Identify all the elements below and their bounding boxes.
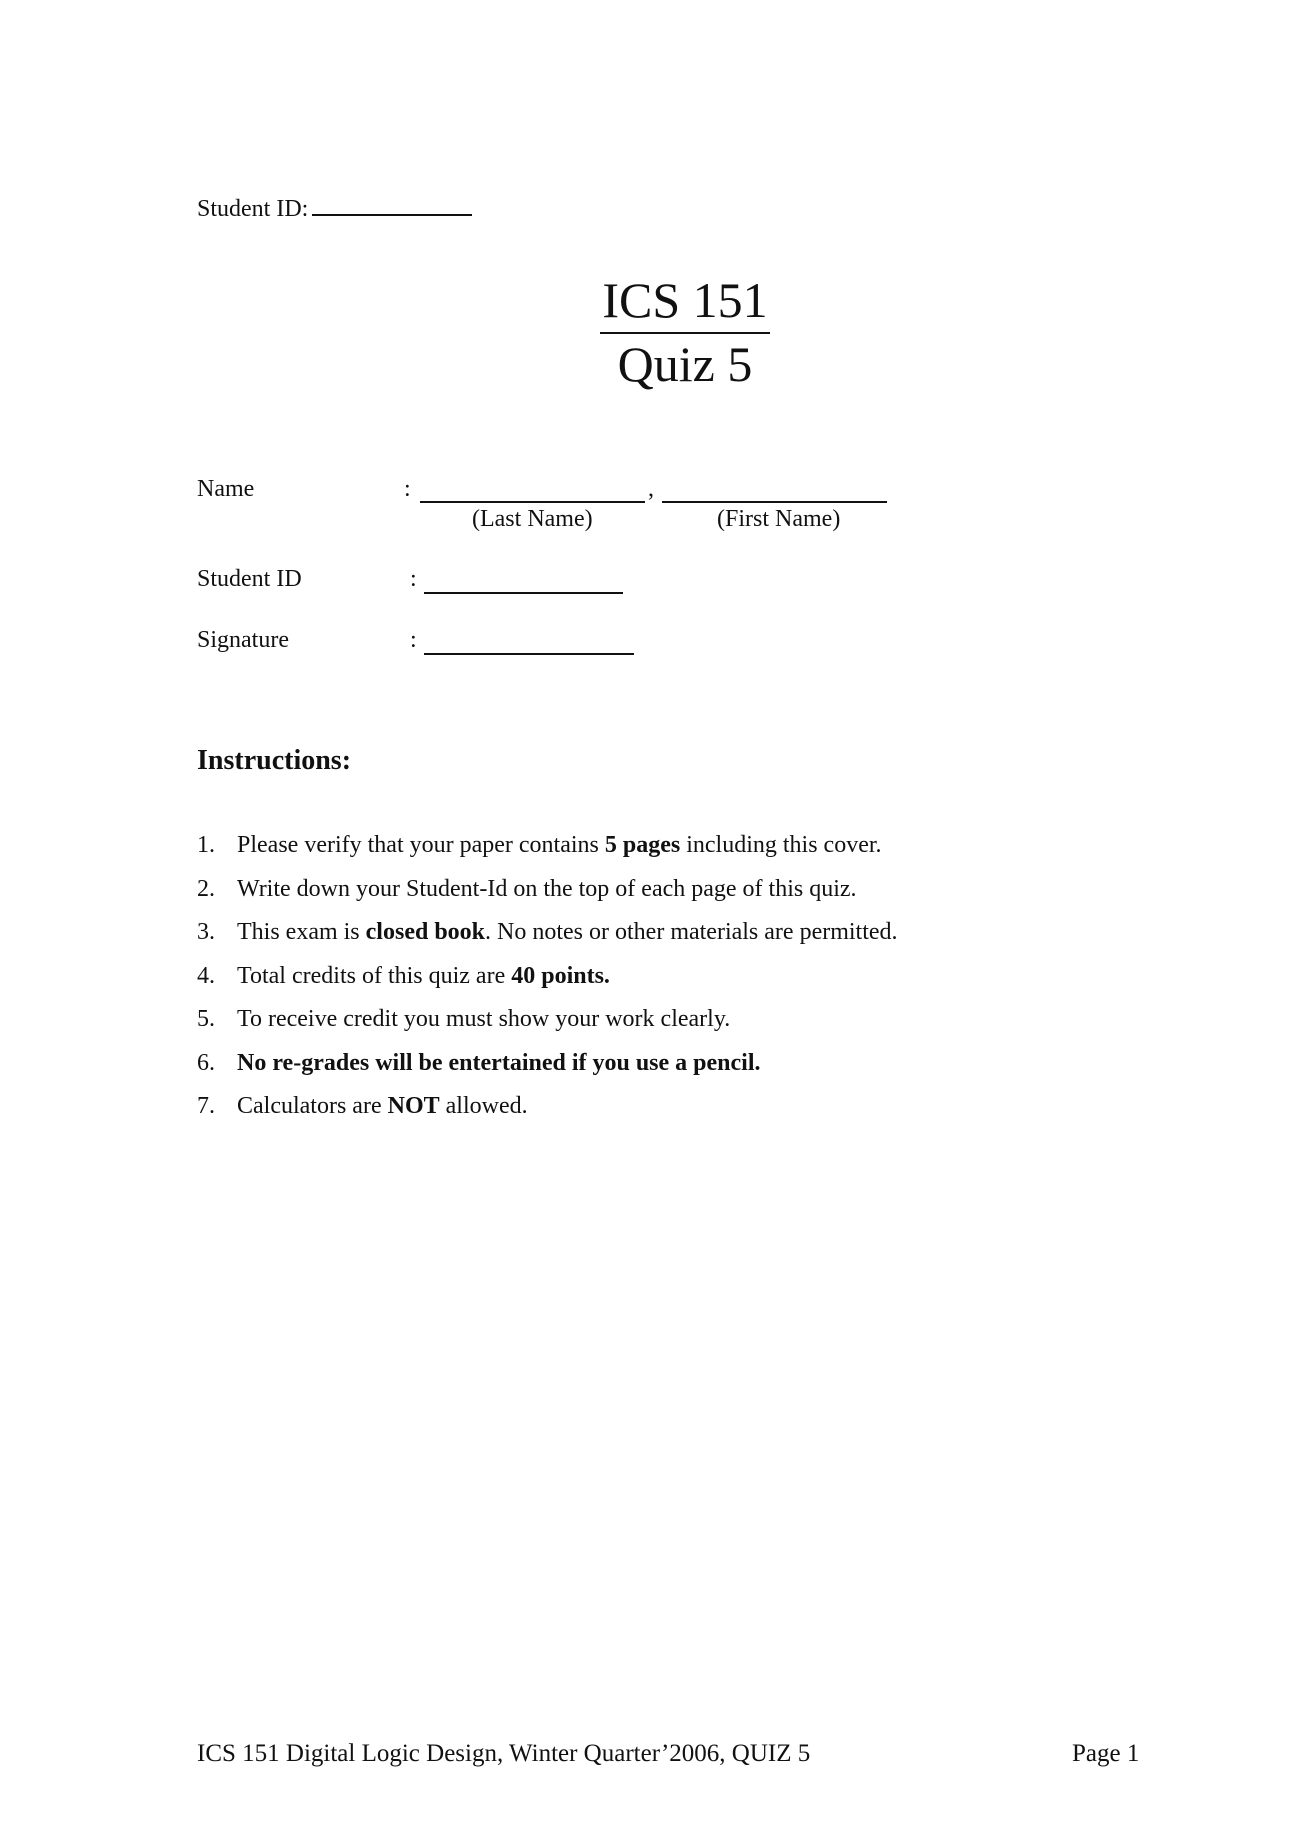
instruction-item [197, 830, 898, 874]
instruction-text: Write down your Student-Id on the top of each page of this quiz. [237, 875, 857, 902]
footer-page-number: Page 1 [1072, 1740, 1140, 1767]
instruction-item [197, 1004, 898, 1048]
instruction-number: 2. [197, 875, 215, 902]
last-name-blank[interactable] [420, 501, 645, 503]
instruction-emphasis: 40 points. [511, 962, 610, 989]
instruction-item [197, 961, 898, 1005]
instruction-item [197, 874, 898, 918]
instruction-text: including this cover. [680, 832, 882, 858]
header-student-id-label: Student ID: [197, 196, 309, 222]
instruction-item [197, 917, 898, 961]
student-id-colon: : [410, 566, 417, 592]
name-comma: , [648, 476, 654, 502]
name-colon: : [404, 476, 411, 502]
instruction-text: Total credits of this quiz are [237, 962, 512, 989]
instruction-emphasis: 5 pages [604, 832, 681, 858]
instruction-number: 5. [197, 1006, 215, 1032]
quiz-title: Quiz 5 [617, 336, 753, 392]
instruction-text: allowed. [439, 1093, 528, 1119]
course-title: ICS 151 [600, 270, 769, 334]
instruction-emphasis: closed book [365, 919, 486, 945]
instruction-text: This exam is [237, 919, 366, 945]
instruction-text: . No notes or other materials are permitted. [485, 919, 898, 945]
last-name-caption: (Last Name) [472, 506, 593, 532]
signature-label: Signature [197, 627, 289, 653]
instruction-item [197, 1048, 898, 1092]
instruction-emphasis: No re-grades will be entertained if you use a pencil. [237, 1049, 761, 1076]
title-block [0, 270, 1298, 394]
first-name-caption: (First Name) [717, 506, 841, 532]
header-student-id-blank[interactable] [312, 190, 472, 216]
instruction-number: 7. [197, 1093, 215, 1119]
instructions-list [197, 830, 898, 1135]
student-id-blank[interactable] [424, 592, 623, 594]
instruction-text: Calculators are [237, 1093, 388, 1119]
instruction-text: Please verify that your paper contains [237, 832, 605, 858]
signature-blank[interactable] [424, 653, 634, 655]
instruction-number: 3. [197, 919, 215, 945]
instruction-emphasis: NOT [387, 1093, 440, 1119]
signature-colon: : [410, 627, 417, 653]
instruction-number: 1. [197, 832, 215, 858]
student-id-label: Student ID [197, 566, 302, 592]
instruction-item [197, 1091, 898, 1135]
name-label: Name [197, 476, 255, 502]
instruction-number: 4. [197, 962, 215, 989]
header-student-id [197, 190, 472, 223]
instructions-heading: Instructions: [197, 745, 352, 776]
instruction-text: To receive credit you must show your work clearly. [237, 1006, 731, 1032]
footer-course-info: ICS 151 Digital Logic Design, Winter Quarter’2006, QUIZ 5 [197, 1740, 811, 1767]
instruction-number: 6. [197, 1049, 215, 1076]
first-name-blank[interactable] [662, 501, 887, 503]
